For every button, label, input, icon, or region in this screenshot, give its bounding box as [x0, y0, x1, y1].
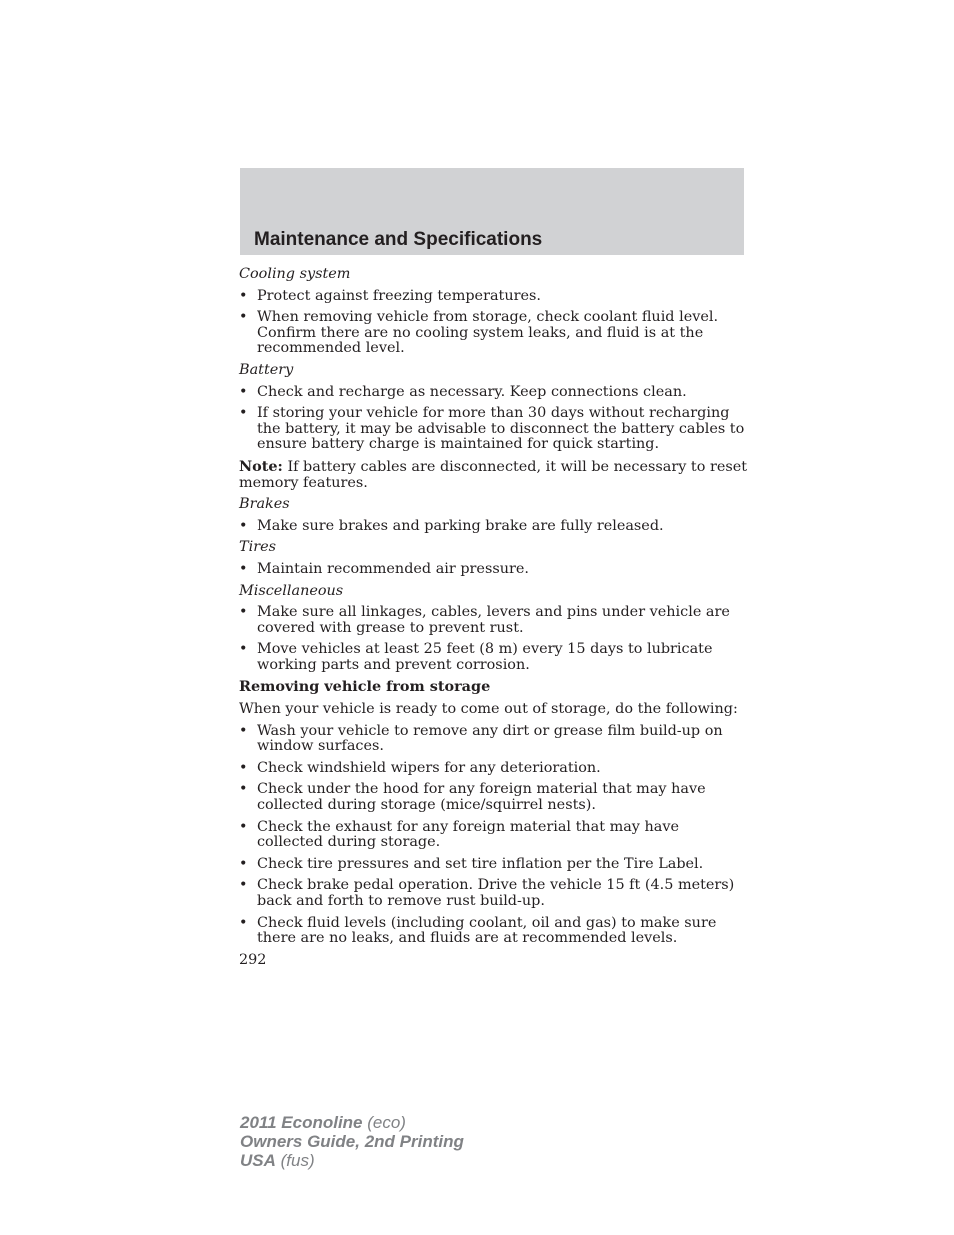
footer-line-model	[240, 1113, 464, 1132]
document-footer	[240, 1113, 464, 1170]
cooling-system-list	[239, 289, 749, 357]
list-item: • Maintain recommended air pressure.	[239, 562, 749, 578]
removing-intro: When your vehicle is ready to come out of storage, do the following:	[239, 701, 738, 718]
list-item: • Check and recharge as necessary. Keep connections clean.	[239, 385, 749, 401]
list-item: • Make sure brakes and parking brake are fully released.	[239, 519, 749, 535]
brakes-list	[239, 519, 749, 535]
list-item: • Wash your vehicle to remove any dirt or grease film build-up on window surfaces.	[239, 724, 749, 755]
footer-edition: Owners Guide, 2nd Printing	[240, 1132, 464, 1151]
list-item: • Check fluid levels (including coolant, oil and gas) to make sure there are no leaks, and fluids are at recommended levels.	[239, 916, 749, 947]
list-item: • Move vehicles at least 25 feet (8 m) every 15 days to lubricate working parts and prevent corrosion.	[239, 642, 749, 673]
subheading-miscellaneous: Miscellaneous	[239, 582, 344, 599]
list-item: • Check brake pedal operation. Drive the vehicle 15 ft (4.5 meters) back and forth to remove rust build-up.	[239, 878, 749, 909]
footer-market: USA	[240, 1151, 276, 1170]
note-label: Note:	[239, 457, 283, 475]
section-header-band	[240, 168, 744, 255]
subheading-brakes: Brakes	[239, 496, 290, 513]
list-item: • Make sure all linkages, cables, levers and pins under vehicle are covered with grease to prevent rust.	[239, 605, 749, 636]
section-title: Maintenance and Specifications	[254, 229, 543, 250]
page-number: 292	[239, 951, 267, 968]
footer-market-code: (fus)	[275, 1151, 315, 1170]
heading-removing-vehicle: Removing vehicle from storage	[239, 678, 491, 696]
list-item: • If storing your vehicle for more than 30 days without recharging the battery, it may be advisable to disconnect the battery cables to ensure battery charge is maintained for quick starting.	[239, 406, 749, 453]
list-item: • Check windshield wipers for any deterioration.	[239, 761, 749, 777]
subheading-cooling-system: Cooling system	[239, 266, 351, 282]
list-item: • Check tire pressures and set tire inflation per the Tire Label.	[239, 857, 749, 873]
tires-list	[239, 562, 749, 578]
list-item: • Check the exhaust for any foreign material that may have collected during storage.	[239, 820, 749, 851]
footer-model: 2011 Econoline	[240, 1113, 363, 1132]
battery-note	[239, 459, 749, 491]
list-item: • Protect against freezing temperatures.	[239, 289, 749, 305]
list-item: • When removing vehicle from storage, check coolant fluid level. Confirm there are no cooling system leaks, and fluid is at the recommended level.	[239, 310, 749, 357]
miscellaneous-list	[239, 605, 749, 673]
subheading-battery: Battery	[239, 361, 294, 378]
footer-line-market	[240, 1151, 464, 1170]
page-content	[239, 267, 749, 968]
note-text: If battery cables are disconnected, it will be necessary to reset memory features.	[239, 458, 748, 491]
subheading-tires: Tires	[239, 539, 276, 556]
footer-model-code: (eco)	[362, 1113, 406, 1132]
footer-line-edition	[240, 1132, 464, 1151]
battery-list	[239, 385, 749, 453]
removing-list	[239, 724, 749, 947]
list-item: • Check under the hood for any foreign material that may have collected during storage (mice/squirrel nests).	[239, 782, 749, 813]
